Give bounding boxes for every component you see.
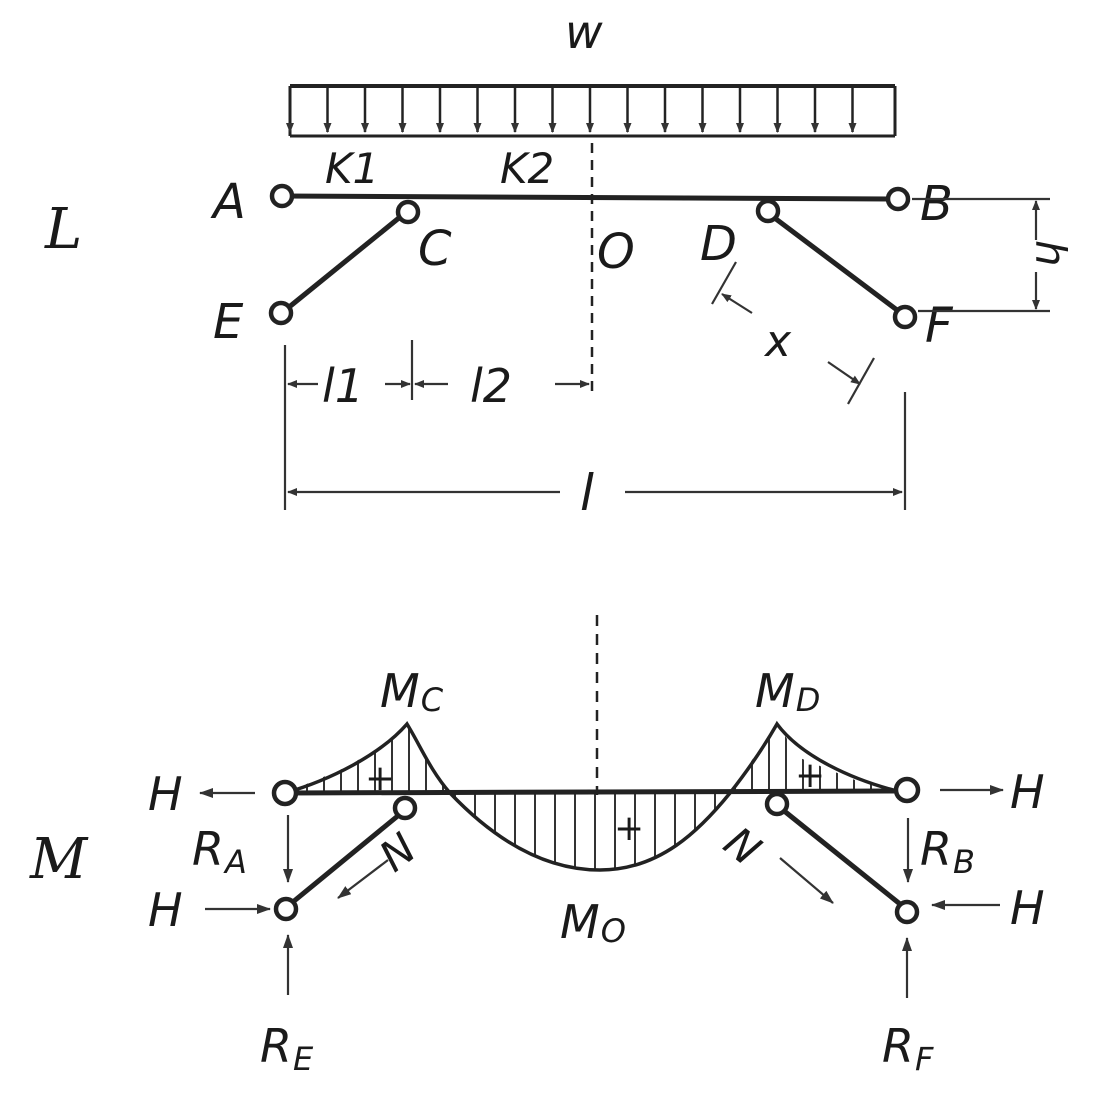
label-l: l bbox=[580, 464, 594, 522]
label-h-bottom-left: H bbox=[148, 883, 183, 937]
node-f bbox=[895, 307, 915, 327]
node-e bbox=[271, 303, 291, 323]
label-d: D bbox=[700, 216, 737, 272]
label-rb: RB bbox=[920, 822, 975, 881]
node-lower-f bbox=[897, 902, 917, 922]
label-f: F bbox=[925, 298, 953, 354]
row-label-m: M bbox=[30, 827, 88, 892]
label-n-right: N bbox=[714, 817, 770, 876]
arrow-n-right bbox=[780, 858, 833, 903]
dimension-x bbox=[712, 262, 874, 404]
distributed-load bbox=[290, 5, 895, 136]
label-rf: RF bbox=[882, 1019, 934, 1078]
label-k2: K2 bbox=[500, 144, 555, 193]
label-h: h bbox=[1026, 240, 1075, 267]
label-h-top-right: H bbox=[1010, 765, 1045, 819]
upper-figure bbox=[44, 5, 1075, 522]
moment-hatch-center bbox=[455, 790, 715, 880]
label-c: C bbox=[418, 221, 452, 277]
node-lower-c bbox=[395, 798, 415, 818]
leg-df bbox=[768, 213, 905, 316]
label-e: E bbox=[213, 294, 244, 350]
x-tick-bottom bbox=[848, 358, 874, 404]
node-lower-d bbox=[767, 794, 787, 814]
label-mc: MC bbox=[380, 664, 444, 719]
node-b bbox=[888, 189, 908, 209]
moment-curve-center bbox=[450, 793, 730, 870]
sign-right: + bbox=[795, 755, 826, 796]
node-lower-a bbox=[274, 782, 296, 804]
x-arrow-left bbox=[722, 294, 752, 313]
beam-ab bbox=[282, 196, 900, 199]
label-l1: l1 bbox=[322, 359, 365, 413]
label-h-bottom-right: H bbox=[1010, 881, 1045, 935]
label-b: B bbox=[920, 176, 953, 232]
label-re: RE bbox=[260, 1019, 314, 1078]
sign-left: + bbox=[365, 758, 396, 799]
label-a: A bbox=[213, 174, 246, 230]
label-n-left: N bbox=[370, 823, 426, 882]
label-o: O bbox=[597, 224, 635, 280]
leg-right-lower bbox=[778, 806, 905, 908]
node-d bbox=[758, 201, 778, 221]
leg-ce bbox=[283, 213, 405, 312]
lower-figure bbox=[29, 615, 1045, 1078]
label-k1: K1 bbox=[325, 144, 380, 193]
node-lower-b bbox=[896, 779, 918, 801]
dimension-l bbox=[285, 340, 905, 522]
x-arrow-right bbox=[828, 362, 860, 384]
node-a bbox=[272, 186, 292, 206]
label-md: MD bbox=[755, 664, 821, 719]
node-lower-e bbox=[276, 899, 296, 919]
label-l2: l2 bbox=[470, 359, 513, 413]
label-x: x bbox=[765, 316, 792, 367]
row-label-l: L bbox=[45, 197, 83, 262]
load-label-w: w bbox=[565, 5, 603, 59]
label-mo: MO bbox=[560, 895, 626, 950]
node-c bbox=[398, 202, 418, 222]
label-ra: RA bbox=[192, 822, 247, 881]
label-h-top-left: H bbox=[148, 767, 183, 821]
sign-center: + bbox=[614, 808, 645, 849]
arrow-n-left bbox=[338, 860, 388, 898]
load-arrows bbox=[290, 88, 853, 132]
